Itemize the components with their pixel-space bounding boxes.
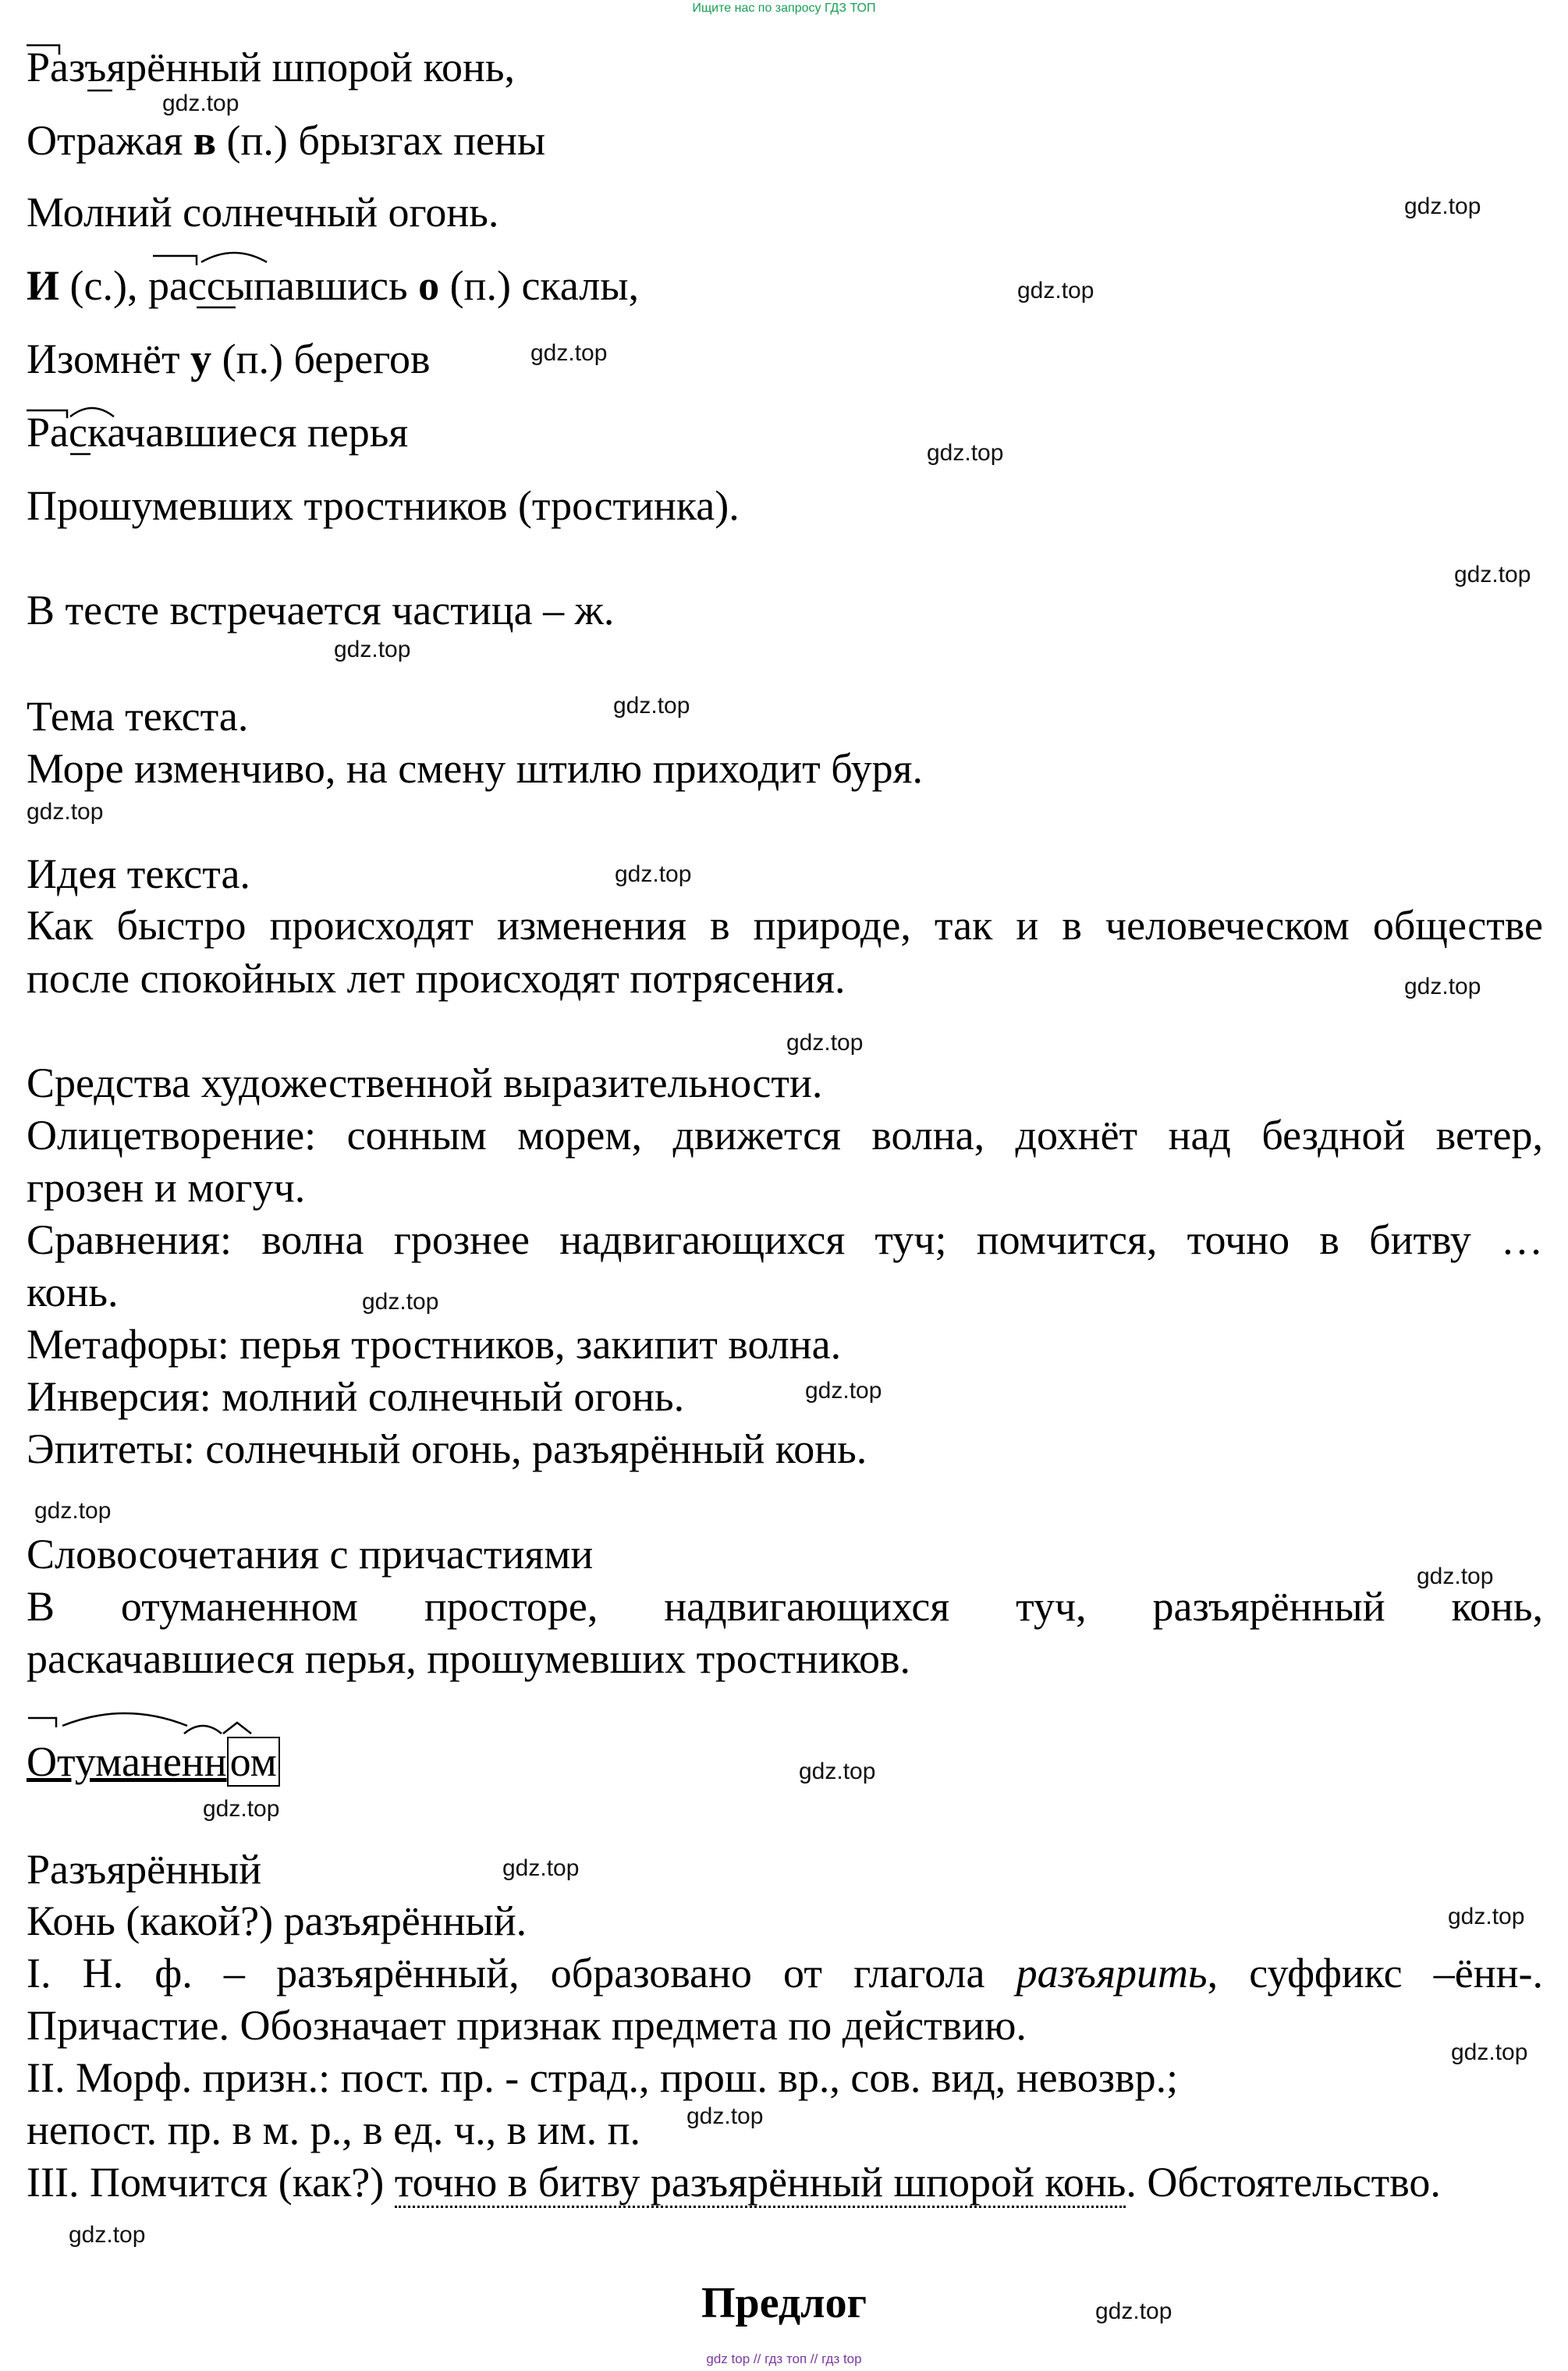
particle-note: В тесте встречается частица – ж. — [27, 587, 615, 634]
analysis-item-1-line-2: Причастие. Обозначает признак предмета по действию. — [27, 2002, 1027, 2049]
source-verb: разъярить — [1016, 1950, 1208, 1997]
inversion: Инверсия: молний солнечный огонь. — [27, 1373, 685, 1420]
watermark: gdz.top — [1454, 562, 1531, 587]
poem-line-6: Раскачавшиеся перья — [27, 409, 409, 456]
analysis-text: III. Помчится (как?) — [27, 2159, 395, 2206]
poem-line-4 — [27, 262, 639, 309]
watermark: gdz.top — [34, 1498, 112, 1524]
prefix-mark — [28, 1718, 56, 1727]
analysis-item-3 — [27, 2159, 1441, 2206]
poem-line-3: Молний солнечный огонь. — [27, 189, 499, 236]
poem-text: Изомнёт — [27, 335, 191, 382]
personification-line-1: Олицетворение: сонным морем, движется волна, дохнёт над бездной ветер, — [27, 1112, 1543, 1159]
watermark: gdz.top — [786, 1030, 864, 1056]
watermark: gdz.top — [203, 1796, 280, 1822]
watermark: gdz.top — [1451, 2039, 1528, 2065]
poem-line-7: Прошумевших тростников (тростинка). — [27, 482, 740, 529]
word-ending: ом — [227, 1737, 280, 1787]
watermark: gdz.top — [162, 91, 239, 116]
analysis-text: , суффикс –ённ-. — [1207, 1950, 1543, 1997]
poem-line-1: Разъярённый шпорой конь, — [27, 44, 516, 91]
poem-line-5 — [27, 335, 431, 382]
watermark: gdz.top — [69, 2222, 146, 2248]
analysis-text: . Обстоятельство. — [1126, 2159, 1441, 2206]
poem-text: (п.) брызгах пены — [216, 117, 546, 164]
preposition: о — [418, 262, 440, 309]
theme-text: Море изменчиво, на смену штилю приходит буря. — [27, 745, 923, 792]
idea-line-1: Как быстро происходят изменения в природе, так и в человеческом обществе — [27, 902, 1543, 949]
watermark: gdz.top — [1095, 2298, 1172, 2324]
watermark: gdz.top — [1404, 974, 1481, 999]
poem-text: (п.) берегов — [211, 335, 431, 382]
suffix-mark — [223, 1723, 251, 1734]
comparison-line-1: Сравнения: волна грознее надвигающихся туч; помчится, точно в битву … — [27, 1216, 1543, 1263]
personification-line-2: грозен и могуч. — [27, 1164, 306, 1211]
analysis-question: Конь (какой?) разъярённый. — [27, 1897, 527, 1944]
conjunction: И — [27, 262, 60, 309]
watermark: gdz.top — [615, 861, 692, 887]
preposition: у — [190, 335, 212, 382]
analysis-item-1-line-1 — [27, 1950, 1543, 1997]
idea-line-2: после спокойных лет происходят потрясения. — [27, 955, 846, 1002]
epithets: Эпитеты: солнечный огонь, разъярённый конь. — [27, 1425, 867, 1472]
poem-text: (с.), рассыпавшись — [59, 262, 419, 309]
poem-line-2 — [27, 117, 545, 164]
footer-banner: gdz top // гдз топ // гдз top — [706, 2351, 862, 2366]
watermark: gdz.top — [502, 1855, 580, 1881]
root-arc — [201, 253, 267, 262]
metaphors: Метафоры: перья тростников, закипит волна. — [27, 1321, 842, 1368]
watermark: gdz.top — [530, 340, 608, 366]
watermark: gdz.top — [1404, 193, 1481, 219]
watermark: gdz.top — [1448, 1904, 1525, 1929]
analysis-item-2-line-2: непост. пр. в м. р., в ед. ч., в им. п. — [27, 2107, 641, 2153]
analysis-word: Разъярённый — [27, 1846, 262, 1893]
watermark: gdz.top — [1017, 278, 1094, 303]
analysis-text: I. Н. ф. – разъярённый, образовано от глагола — [27, 1950, 1016, 1997]
theme-heading: Тема текста. — [27, 693, 249, 740]
adverbial-phrase: точно в битву разъярённый шпорой конь — [395, 2159, 1126, 2208]
analysis-item-2-line-1: II. Морф. призн.: пост. пр. - страд., прош. вр., сов. вид, невозвр.; — [27, 2054, 1179, 2101]
means-heading: Средства художественной выразительности. — [27, 1059, 823, 1106]
watermark: gdz.top — [362, 1289, 439, 1315]
watermark: gdz.top — [27, 799, 104, 825]
watermark: gdz.top — [927, 440, 1004, 466]
section-heading-preposition: Предлог — [701, 2279, 867, 2327]
participle-phrases-heading: Словосочетания с причастиями — [27, 1531, 594, 1578]
watermark: gdz.top — [805, 1378, 882, 1404]
preposition: в — [193, 117, 217, 164]
watermark: gdz.top — [334, 637, 411, 662]
poem-text: (п.) скалы, — [439, 262, 639, 309]
participle-phrases-line-2: раскачавшиеся перья, прошумевших тростников. — [27, 1635, 911, 1682]
participle-phrases-line-1: В отуманенном просторе, надвигающихся туч, разъярённый конь, — [27, 1583, 1543, 1630]
watermark: gdz.top — [799, 1759, 876, 1784]
header-banner: Ищите нас по запросу ГДЗ ТОП — [692, 2, 876, 15]
watermark: gdz.top — [1417, 1564, 1494, 1589]
morpheme-word — [27, 1738, 280, 1785]
suffix-arc — [184, 1726, 222, 1734]
comparison-line-2: конь. — [27, 1269, 119, 1315]
poem-text: Отражая — [27, 117, 193, 164]
idea-heading: Идея текста. — [27, 850, 250, 897]
word-stem: Отуманенн — [27, 1738, 227, 1785]
watermark: gdz.top — [686, 2103, 764, 2129]
root-arc — [62, 1713, 187, 1726]
watermark: gdz.top — [613, 693, 690, 719]
